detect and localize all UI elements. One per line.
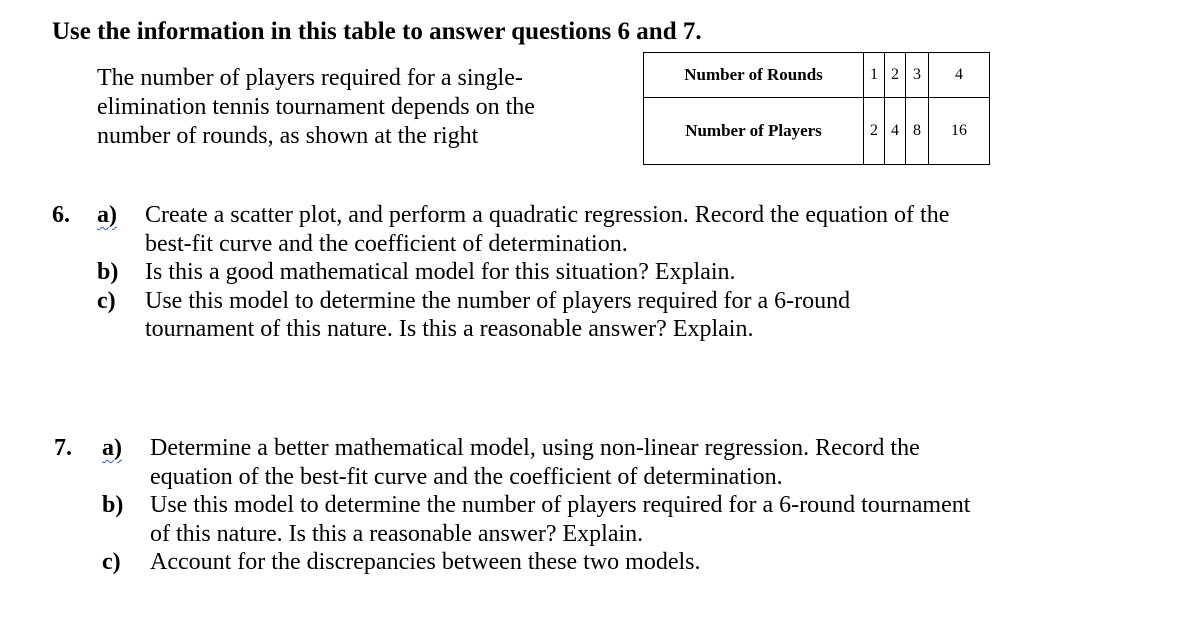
rounds-cell: 1 [864,53,885,98]
part-text-line: Account for the discrepancies between these two models. [150,549,701,575]
players-cell: 8 [906,98,929,165]
question-number: 6. [52,202,70,228]
rounds-header-cell: Number of Rounds [644,53,864,98]
question-number: 7. [54,435,72,461]
part-text-line: Is this a good mathematical model for this situation? Explain. [145,259,736,285]
players-header-cell: Number of Players [644,98,864,165]
intro-paragraph [97,64,637,151]
part-letter: a) [97,202,117,228]
part-text-line: of this nature. Is this a reasonable answer? Explain. [150,520,644,547]
intro-line: elimination tennis tournament depends on the [97,94,535,120]
players-cell: 16 [929,98,990,165]
part-letter: c) [97,287,116,314]
part-text-line: Use this model to determine the number of players required for a 6-round [145,287,851,314]
part-letter: c) [102,549,121,575]
intro-line: The number of players required for a single- [97,65,523,91]
players-cell: 2 [864,98,885,165]
question-7-part-a [54,434,970,491]
part-text-line: Determine a better mathematical model, using non-linear regression. Record the [150,435,920,461]
instructions-heading: Use the information in this table to answer questions 6 and 7. [52,18,702,45]
players-cell: 4 [885,98,906,165]
part-text-line: equation of the best-fit curve and the coefficient of determination. [150,463,783,490]
players-row [644,98,990,165]
part-text-line: Use this model to determine the number of players required for a 6-round tournament [150,492,971,518]
question-7 [54,434,970,577]
question-6-part-c [52,287,949,344]
rounds-cell: 3 [906,53,929,98]
part-text-line: Create a scatter plot, and perform a quadratic regression. Record the equation of the [145,202,950,228]
part-letter: b) [102,492,124,518]
part-text-line: best-fit curve and the coefficient of determination. [145,230,628,257]
intro-line: number of rounds, as shown at the right [97,123,479,149]
rounds-cell: 4 [929,53,990,98]
question-7-part-c [54,548,970,577]
part-text-line: tournament of this nature. Is this a reasonable answer? Explain. [145,316,754,342]
part-letter: b) [97,259,119,285]
question-6-part-a [52,201,949,258]
question-7-part-b [54,491,970,548]
rounds-cell: 2 [885,53,906,98]
question-6 [52,201,949,344]
part-letter: a) [102,435,122,461]
question-6-part-b [52,258,949,287]
rounds-row [644,53,990,98]
rounds-players-table [643,52,990,165]
